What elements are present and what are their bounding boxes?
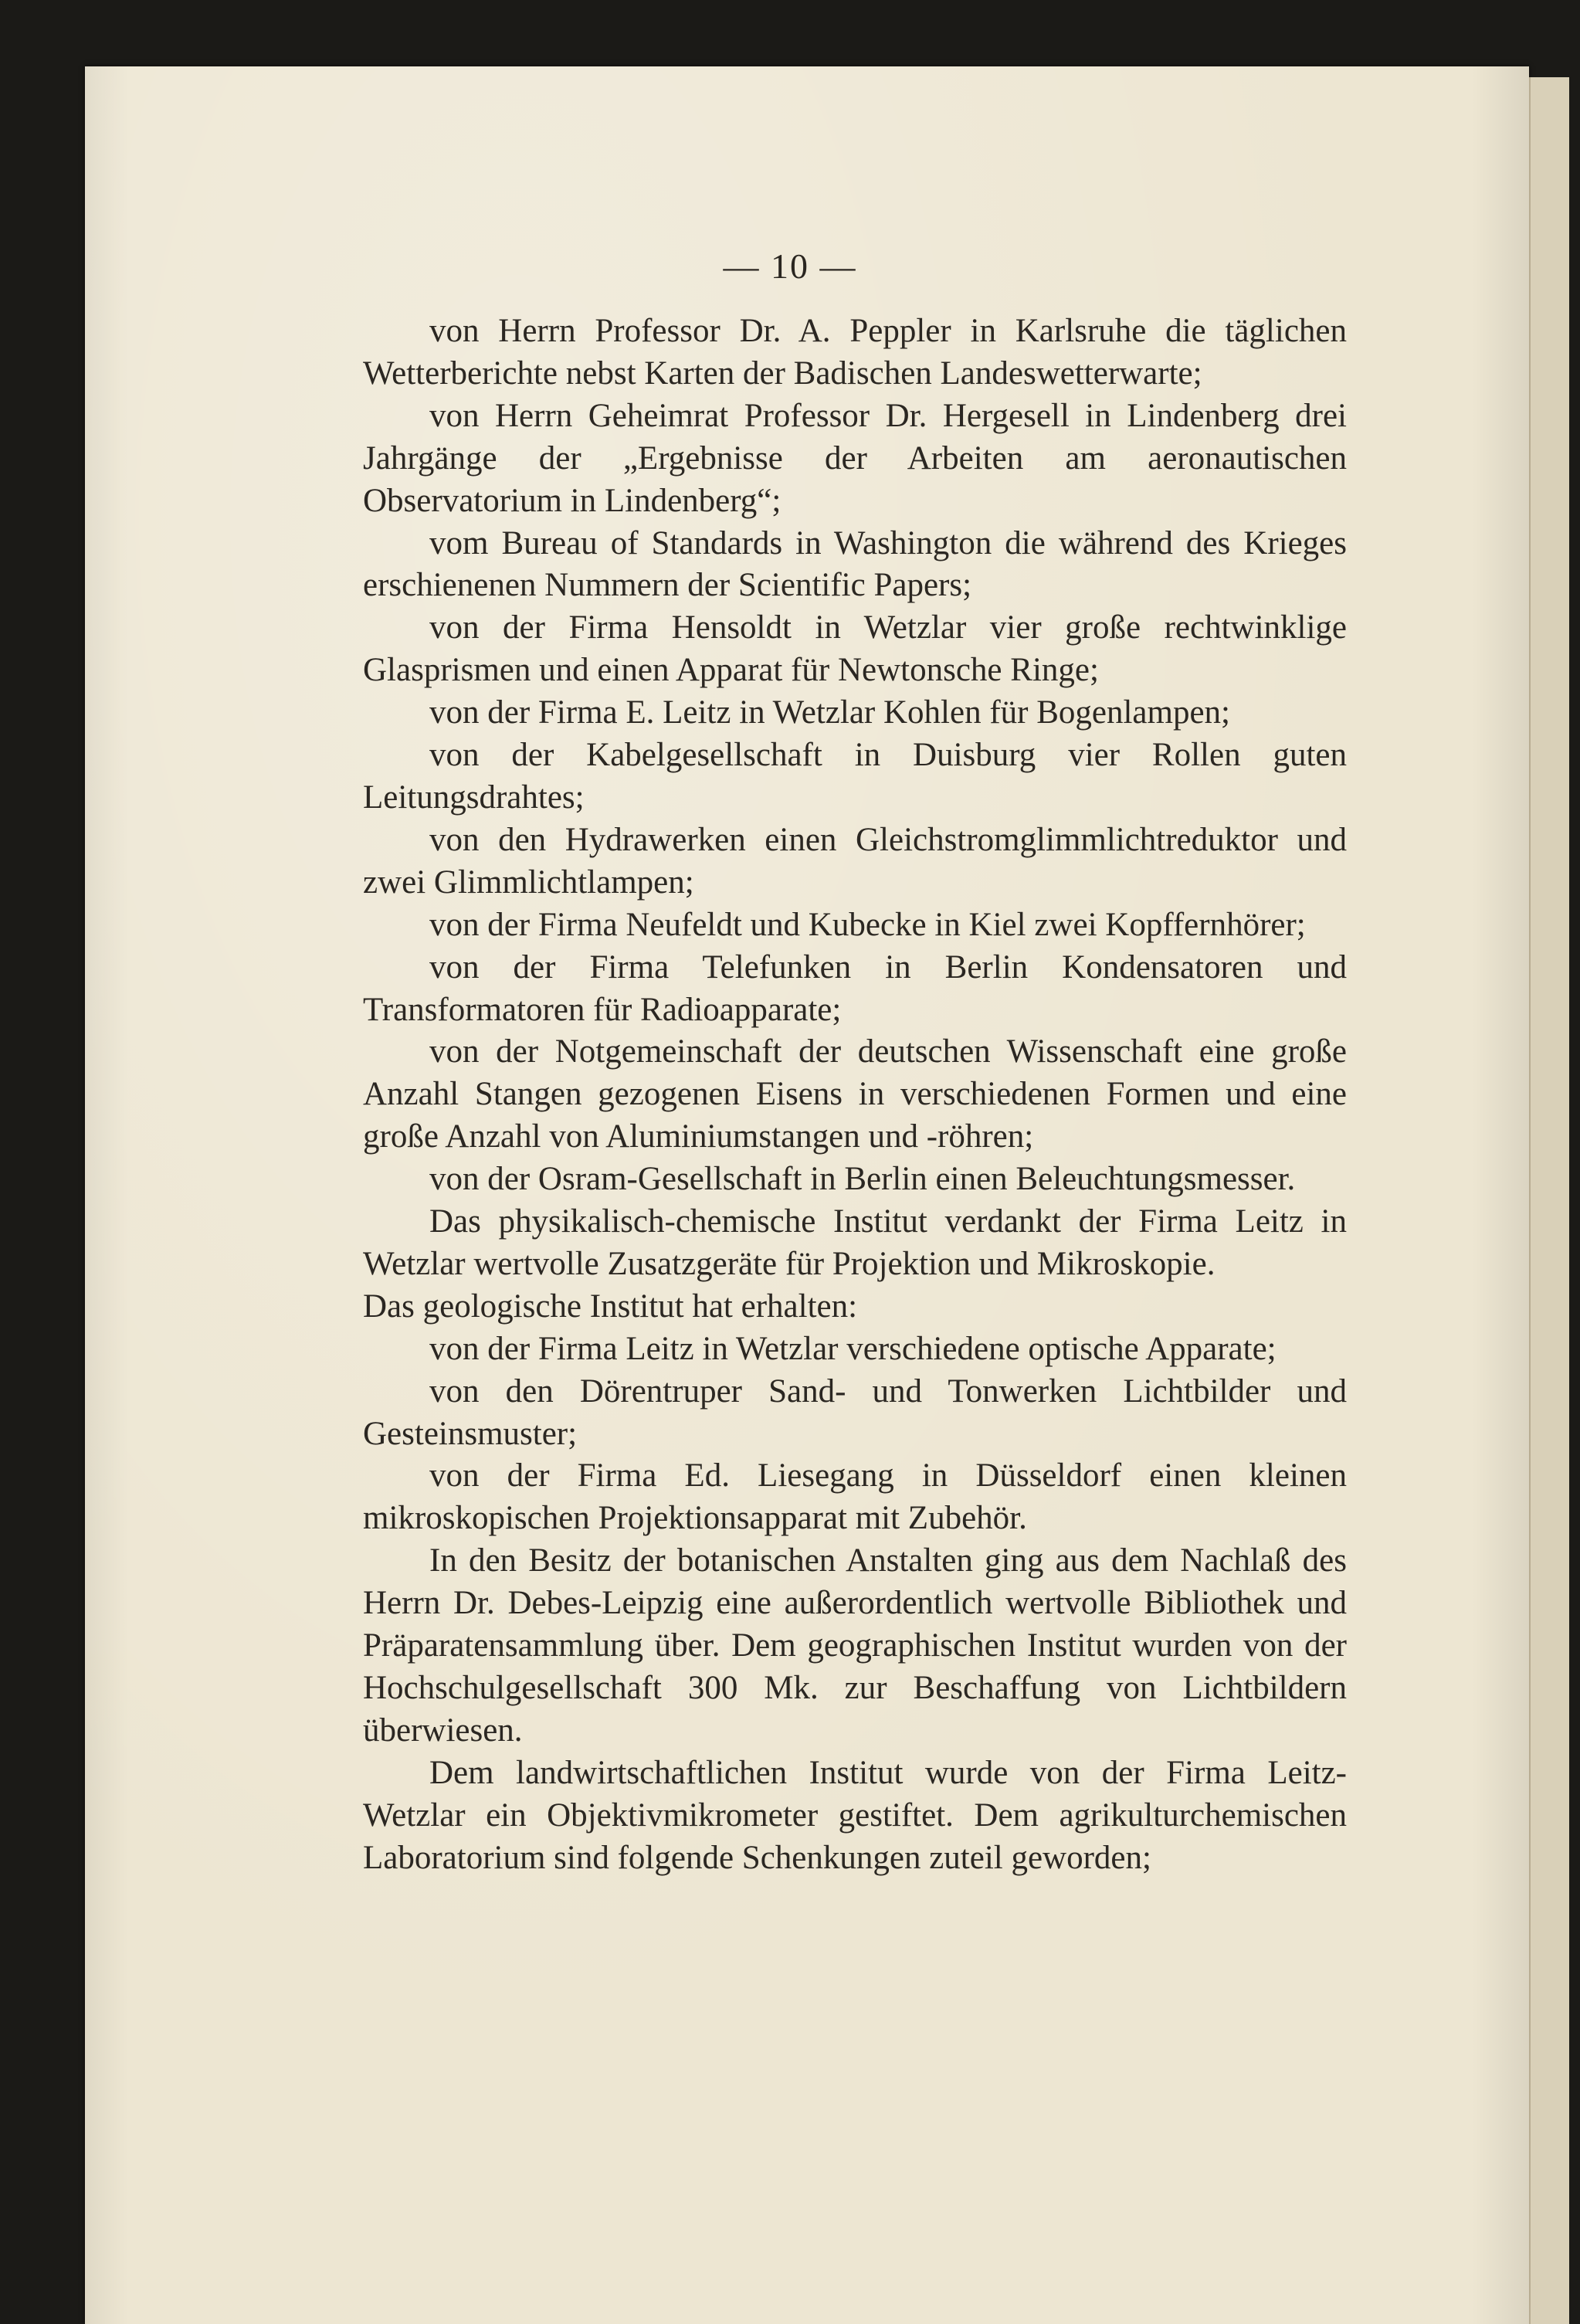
paragraph: von der Firma E. Leitz in Wetzlar Kohlen für Bogenlampen; (429, 694, 1230, 731)
paragraph: Das physikalisch-chemische Institut verdankt der Firma Leitz in Wetzlar wertvolle Zusatzgeräte für Projektion und Mikroskopie. (363, 1203, 1347, 1282)
paragraph: von Herrn Geheimrat Professor Dr. Hergesell in Lindenberg drei Jahrgänge der „Ergebnisse der Arbeiten am aeronautischen Observatorium in Lindenberg“; (363, 397, 1347, 519)
paragraph: In den Besitz der botanischen Anstalten ging aus dem Nachlaß des Herrn Dr. Debes-Leipzig eine außerordentlich wertvolle Bibliothek und Präparatensammlung über. Dem geographischen Institut wurden von der Hochschulgesellschaft 300 Mk. zur Beschaffung von Lichtbildern überwiesen. (363, 1542, 1347, 1749)
paragraph: von der Kabelgesellschaft in Duisburg vier Rollen guten Leitungsdrahtes; (363, 737, 1347, 816)
paragraph: von den Dörentruper Sand- und Tonwerken Lichtbilder und Gesteinsmuster; (363, 1372, 1347, 1452)
body-text (363, 310, 1347, 1880)
paragraph: von Herrn Professor Dr. A. Peppler in Karlsruhe die täglichen Wetterberichte nebst Karten der Badischen Landeswetterwarte; (363, 313, 1347, 392)
paragraph: von der Osram-Gesellschaft in Berlin einen Beleuchtungsmesser. (429, 1161, 1296, 1198)
paragraph: von den Hydrawerken einen Gleichstromglimmlichtreduktor und zwei Glimmlichtlampen; (363, 821, 1347, 901)
paragraph: von der Firma Telefunken in Berlin Kondensatoren und Transformatoren für Radioapparate; (363, 948, 1347, 1028)
paragraph: von der Notgemeinschaft der deutschen Wissenschaft eine große Anzahl Stangen gezogenen Eisens in verschiedenen Formen und eine große Anzahl von Aluminiumstangen und -röhren; (363, 1033, 1347, 1155)
paragraph: von der Firma Ed. Liesegang in Düsseldorf einen kleinen mikroskopischen Projektionsapparat mit Zubehör. (363, 1457, 1347, 1537)
paragraph: vom Bureau of Standards in Washington die während des Krieges erschienenen Nummern der Scientific Papers; (363, 524, 1347, 604)
paragraph: Dem landwirtschaftlichen Institut wurde von der Firma Leitz-Wetzlar ein Objektivmikrometer gestiftet. Dem agrikulturchemischen Laboratorium sind folgende Schenkungen zuteil geworden; (363, 1754, 1347, 1876)
paragraph: Das geologische Institut hat erhalten: (363, 1288, 858, 1325)
paragraph: von der Firma Neufeldt und Kubecke in Kiel zwei Kopffernhörer; (429, 906, 1306, 943)
next-page-edge (1529, 77, 1569, 2324)
page-number: — 10 — (723, 246, 857, 286)
paragraph: von der Firma Hensoldt in Wetzlar vier große rechtwinklige Glasprismen und einen Apparat für Newtonsche Ringe; (363, 609, 1347, 689)
paragraph: von der Firma Leitz in Wetzlar verschiedene optische Apparate; (429, 1330, 1277, 1367)
